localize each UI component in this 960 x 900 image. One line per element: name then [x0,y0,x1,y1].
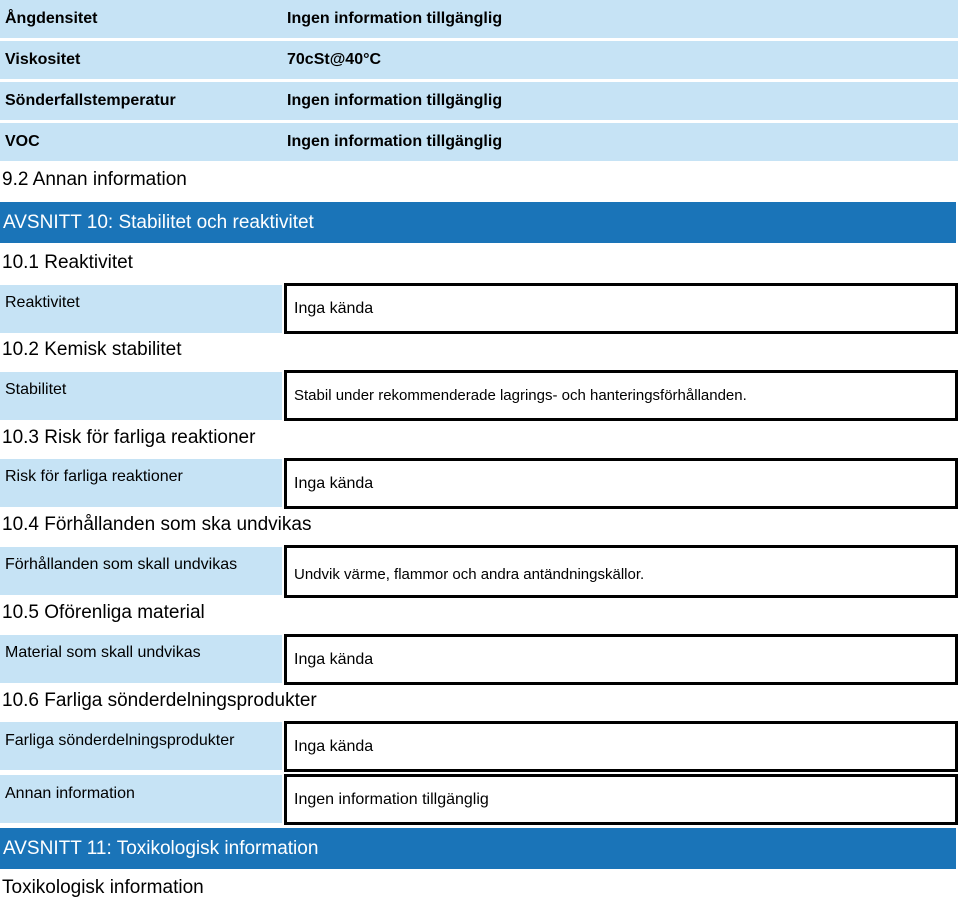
heading-9-2: 9.2 Annan information [2,169,187,190]
heading-toxikologisk: Toxikologisk information [2,877,204,898]
label-stabilitet: Stabilitet [0,372,282,420]
value-material: Inga kända [284,634,958,685]
value-reaktivitet: Inga kända [284,283,958,334]
value-forhallanden: Undvik värme, flammor och andra antändningskällor. [284,545,958,598]
label-sonderfallstemperatur: Sönderfallstemperatur [0,82,282,120]
heading-10-5: 10.5 Oförenliga material [2,602,205,623]
section-10-banner: AVSNITT 10: Stabilitet och reaktivitet [0,202,956,243]
value-sonderfallstemperatur: Ingen information tillgänglig [282,82,958,120]
section-11-banner: AVSNITT 11: Toxikologisk information [0,828,956,869]
heading-10-3: 10.3 Risk för farliga reaktioner [2,427,256,448]
value-viskositet: 70cSt@40°C [282,41,958,79]
heading-10-2: 10.2 Kemisk stabilitet [2,339,182,360]
label-viskositet: Viskositet [0,41,282,79]
heading-10-4: 10.4 Förhållanden som ska undvikas [2,514,312,535]
label-voc: VOC [0,123,282,161]
value-stabilitet: Stabil under rekommenderade lagrings- och hanteringsförhållanden. [284,370,958,421]
label-sonderdelningsprodukter: Farliga sönderdelningsprodukter [0,722,282,770]
value-risk-reaktioner: Inga kända [284,458,958,509]
value-annan-information: Ingen information tillgänglig [284,774,958,825]
label-annan-information: Annan information [0,775,282,823]
heading-10-6: 10.6 Farliga sönderdelningsprodukter [2,690,317,711]
value-angdensitet: Ingen information tillgänglig [282,0,958,38]
value-voc: Ingen information tillgänglig [282,123,958,161]
label-material: Material som skall undvikas [0,635,282,683]
label-reaktivitet: Reaktivitet [0,285,282,333]
label-forhallanden: Förhållanden som skall undvikas [0,547,282,595]
value-sonderdelningsprodukter: Inga kända [284,721,958,772]
label-risk-reaktioner: Risk för farliga reaktioner [0,459,282,507]
heading-10-1: 10.1 Reaktivitet [2,252,133,273]
label-angdensitet: Ångdensitet [0,0,282,38]
